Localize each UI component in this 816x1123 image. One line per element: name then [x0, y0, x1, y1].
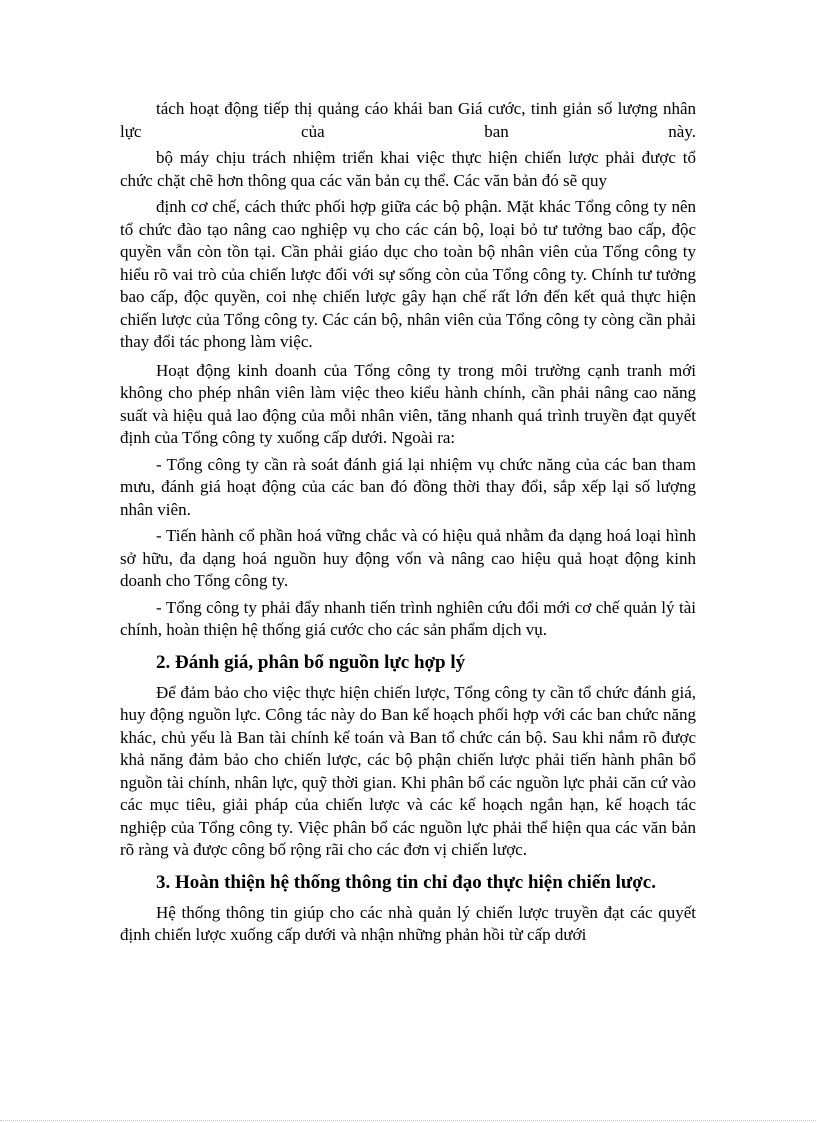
bullet-3: - Tổng công ty phải đẩy nhanh tiến trình nghiên cứu đổi mới cơ chế quản lý tài chính, hoàn thiện hệ thống giá cước cho các sản phẩm dịch vụ.	[120, 597, 696, 639]
paragraph-4: Hoạt động kinh doanh của Tổng công ty trong môi trường cạnh tranh mới không cho phép nhân viên làm việc theo kiểu hành chính, cần phải nâng cao năng suất và hiệu quả lao động của mỗi nhân viên, tăng nhanh quá trình truyền đạt quyết định của Tổng công ty xuống cấp dưới. Ngoài ra:	[120, 360, 696, 447]
section-heading-3: 3. Hoàn thiện hệ thống thông tin chỉ đạo thực hiện chiến lược.	[156, 871, 656, 893]
paragraph-1: tách hoạt động tiếp thị quảng cáo khái ban Giá cước, tinh giản số lượng nhân lực của ban này.	[120, 99, 696, 141]
section-heading-2: 2. Đánh giá, phân bổ nguồn lực hợp lý	[156, 651, 466, 673]
paragraph-3: định cơ chế, cách thức phối hợp giữa các bộ phận. Mặt khác Tổng công ty nên tổ chức đào tạo nâng cao nghiệp vụ cho các cán bộ, loại bỏ tư tưởng bao cấp, độc quyền vẫn còn tồn tại. Cần phải giáo dục cho toàn bộ nhân viên của Tổng công ty hiểu rõ vai trò của chiến lược đối với sự sống còn của Tổng công ty. Chính tư tưởng bao cấp, độc quyền, coi nhẹ chiến lược gây hạn chế rất lớn đến kết quả thực hiện chiến lược của Tổng công ty. Các cán bộ, nhân viên của Tổng công ty còng cần phải thay đổi tác phong làm việc.	[120, 197, 696, 351]
bullet-1: - Tổng công ty cần rà soát đánh giá lại nhiệm vụ chức năng của các ban tham mưu, đánh giá hoạt động của các ban đó đồng thời thay đổi, sắp xếp lại số lượng nhân viên.	[120, 454, 696, 519]
paragraph-6: Hệ thống thông tin giúp cho các nhà quản lý chiến lược truyền đạt các quyết định chiến lược xuống cấp dưới và nhận những phản hồi từ cấp dưới	[120, 902, 696, 944]
paragraph-5: Để đảm bảo cho việc thực hiện chiến lược, Tổng công ty cần tổ chức đánh giá, huy động nguồn lực. Công tác này do Ban kế hoạch phối hợp với các ban chức năng khác, chủ yếu là Ban tài chính kế toán và Ban tổ chức cán bộ. Sau khi nắm rõ được khả năng đảm bảo cho chiến lược, các bộ phận chiến lược phải tiến hành phân bổ nguồn tài chính, nhân lực, quỹ thời gian. Khi phân bổ các nguồn lực phải căn cứ vào các mục tiêu, giải pháp của chiến lược và các kế hoạch ngắn hạn, kế hoạch tác nghiệp của Tổng công ty. Việc phân bổ các nguồn lực phải thể hiện qua các văn bản rõ ràng và được công bố rộng rãi cho các đơn vị chiến lược.	[120, 682, 696, 859]
bullet-2: - Tiến hành cổ phần hoá vững chắc và có hiệu quả nhằm đa dạng hoá loại hình sở hữu, đa dạng hoá nguồn huy động vốn và nâng cao hiệu quả hoạt động kinh doanh cho Tổng công ty.	[120, 526, 696, 590]
paragraph-2: bộ máy chịu trách nhiệm triển khai việc thực hiện chiến lược phải được tổ chức chặt chẽ hơn thông qua các văn bản cụ thể. Các văn bản đó sẽ quy	[120, 148, 696, 190]
page-bottom-rule	[0, 1120, 816, 1121]
